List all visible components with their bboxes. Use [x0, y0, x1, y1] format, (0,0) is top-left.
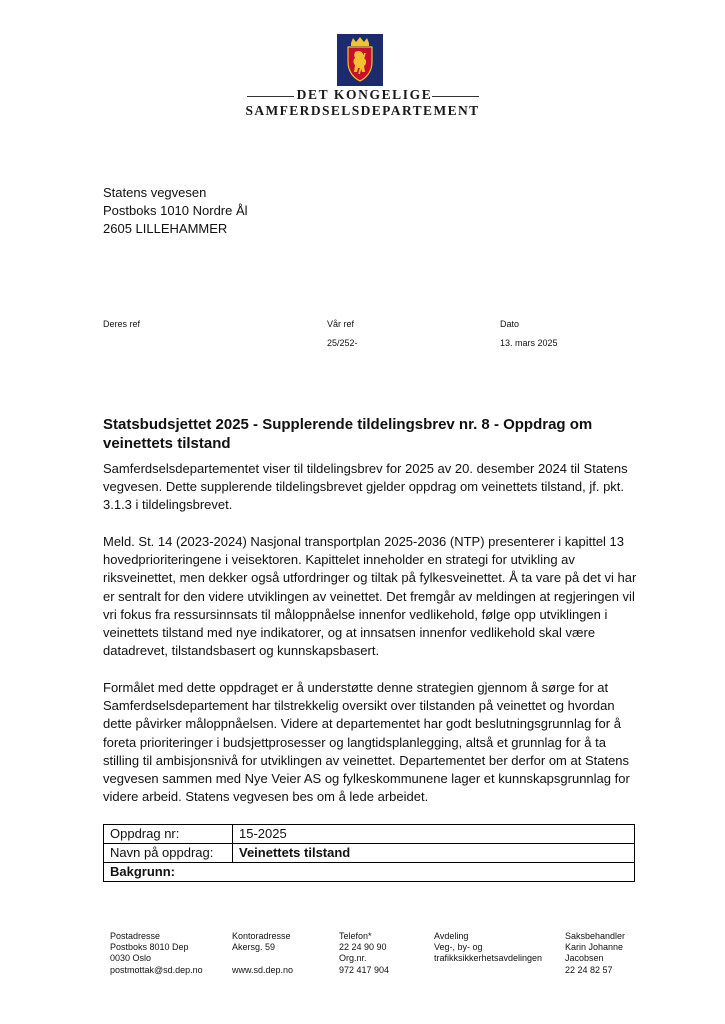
- footer-line: www.sd.dep.no: [232, 964, 294, 975]
- recipient-city: 2605 LILLEHAMMER: [103, 221, 228, 236]
- table-row: [104, 863, 635, 882]
- navn-value: Veinettets tilstand: [233, 844, 635, 863]
- paragraph-line: er sentralt for den videre utviklingen av veinettet. Det fremgår av meldingen at regjeringen vil: [103, 588, 635, 604]
- table-row: [104, 825, 635, 844]
- footer-postadresse: [110, 931, 203, 976]
- footer-line: Karin Johanne: [565, 942, 624, 953]
- oppdrag-nr-label: Oppdrag nr:: [104, 825, 233, 844]
- footer-line: [232, 953, 293, 964]
- var-ref-value: 25/252-: [327, 338, 358, 348]
- footer-line: Saksbehandler: [565, 931, 626, 941]
- footer-line: Veg-, by- og: [434, 942, 483, 953]
- footer-telefon: [339, 931, 389, 976]
- table-row: [104, 844, 635, 863]
- paragraph-line: veinettets tilstand med nye indikatorer, og at innsatsen innenfor vedlikehold skal være: [103, 625, 596, 641]
- footer-line: 22 24 90 90: [339, 942, 387, 953]
- paragraph-3: [103, 679, 663, 806]
- deres-ref-label: Deres ref: [103, 319, 141, 329]
- footer-line: Postboks 8010 Dep: [110, 942, 189, 953]
- recipient-name: Statens vegvesen: [103, 185, 207, 200]
- paragraph-line: vegvesen sammen med Nye Veier AS og fylkeskommunene lager et kunnskapsgrunnlag for: [103, 771, 630, 787]
- footer-line: postmottak@sd.dep.no: [110, 964, 203, 975]
- footer-line: Akersg. 59: [232, 942, 276, 953]
- footer-saksbehandler: [565, 931, 625, 976]
- footer-line: Jacobsen: [565, 953, 604, 964]
- footer-line: 0030 Oslo: [110, 953, 152, 964]
- oppdrag-nr-value: 15-2025: [233, 825, 635, 844]
- paragraph-2: [103, 533, 663, 660]
- footer-line: Org.nr.: [339, 953, 367, 964]
- paragraph-line: vri fokus fra ressursinnsats til måloppnåelse innenfor vedlikehold, følge opp utviklingen i: [103, 606, 608, 622]
- footer-line: 22 24 82 57: [565, 964, 613, 975]
- paragraph-line: videre arbeid. Statens vegvesen bes om å lede arbeidet.: [103, 789, 429, 805]
- recipient-street: Postboks 1010 Nordre Ål: [103, 203, 248, 218]
- dato-label: Dato: [500, 319, 520, 329]
- dato-value: 13. mars 2025: [500, 338, 558, 348]
- footer-line: Telefon*: [339, 931, 372, 941]
- navn-label: Navn på oppdrag:: [104, 844, 233, 863]
- footer-line: trafikksikkerhetsavdelingen: [434, 953, 543, 964]
- paragraph-line: datadrevet, tilstandsbasert og kunnskapsbasert.: [103, 643, 380, 659]
- paragraph-line: dette påvirker måloppnåelsen. Videre at departementet har godt beslutningsgrunnlag for å: [103, 716, 621, 732]
- footer-avdeling: [434, 931, 542, 965]
- paragraph-line: 3.1.3 i tildelingsbrevet.: [103, 497, 233, 513]
- assignment-table: [103, 824, 635, 882]
- paragraph-line: foreta prioriteringer i budsjettprosesser og langtidsplanlegging, altså et grunnlag for å ta: [103, 734, 606, 750]
- coat-of-arms-logo: [337, 34, 383, 86]
- paragraph-line: Samferdselsdepartement har tilstrekkelig oversikt over tilstanden på veinettet og hvordan: [103, 698, 615, 714]
- paragraph-line: Formålet med dette oppdraget er å understøtte denne strategien gjennom å sørge for at: [103, 680, 609, 695]
- footer-line: Avdeling: [434, 931, 469, 941]
- department-name-line2: SAMFERDSELSDEPARTEMENT: [245, 103, 480, 118]
- letter-subject: Statsbudsjettet 2025 - Supplerende tildelingsbrev nr. 8 - Oppdrag om veinettets tilstand: [103, 416, 593, 452]
- paragraph-line: Samferdselsdepartementet viser til tildelingsbrev for 2025 av 20. desember 2024 til Statens: [103, 461, 628, 476]
- paragraph-line: hovedprioriteringene i veisektoren. Kapittelet inneholder en strategi for utvikling av: [103, 552, 575, 568]
- var-ref-label: Vår ref: [327, 319, 355, 329]
- paragraph-line: vegvesen. Dette supplerende tildelingsbrevet gjelder oppdrag om veinettets tilstand, jf. pkt.: [103, 479, 625, 495]
- footer-kontoradresse: [232, 931, 293, 976]
- footer-line: Kontoradresse: [232, 931, 291, 941]
- bakgrunn-label: Bakgrunn:: [104, 863, 635, 882]
- footer-line: 972 417 904: [339, 964, 390, 975]
- footer-line: Postadresse: [110, 931, 161, 941]
- paragraph-line: Meld. St. 14 (2023-2024) Nasjonal transportplan 2025-2036 (NTP) presenterer i kapittel 13: [103, 534, 625, 549]
- paragraph-1: [103, 460, 663, 515]
- paragraph-line: stilling til ambisjonsnivå for utviklingen av veinettet. Departementet ber derfor om at Statens: [103, 752, 630, 768]
- paragraph-line: riksveinettet, men dekker også utfordringer og tiltak på fylkesveinettet. Å ta vare på det vi har: [103, 570, 637, 586]
- department-name-line1: DET KONGELIGE: [296, 87, 433, 102]
